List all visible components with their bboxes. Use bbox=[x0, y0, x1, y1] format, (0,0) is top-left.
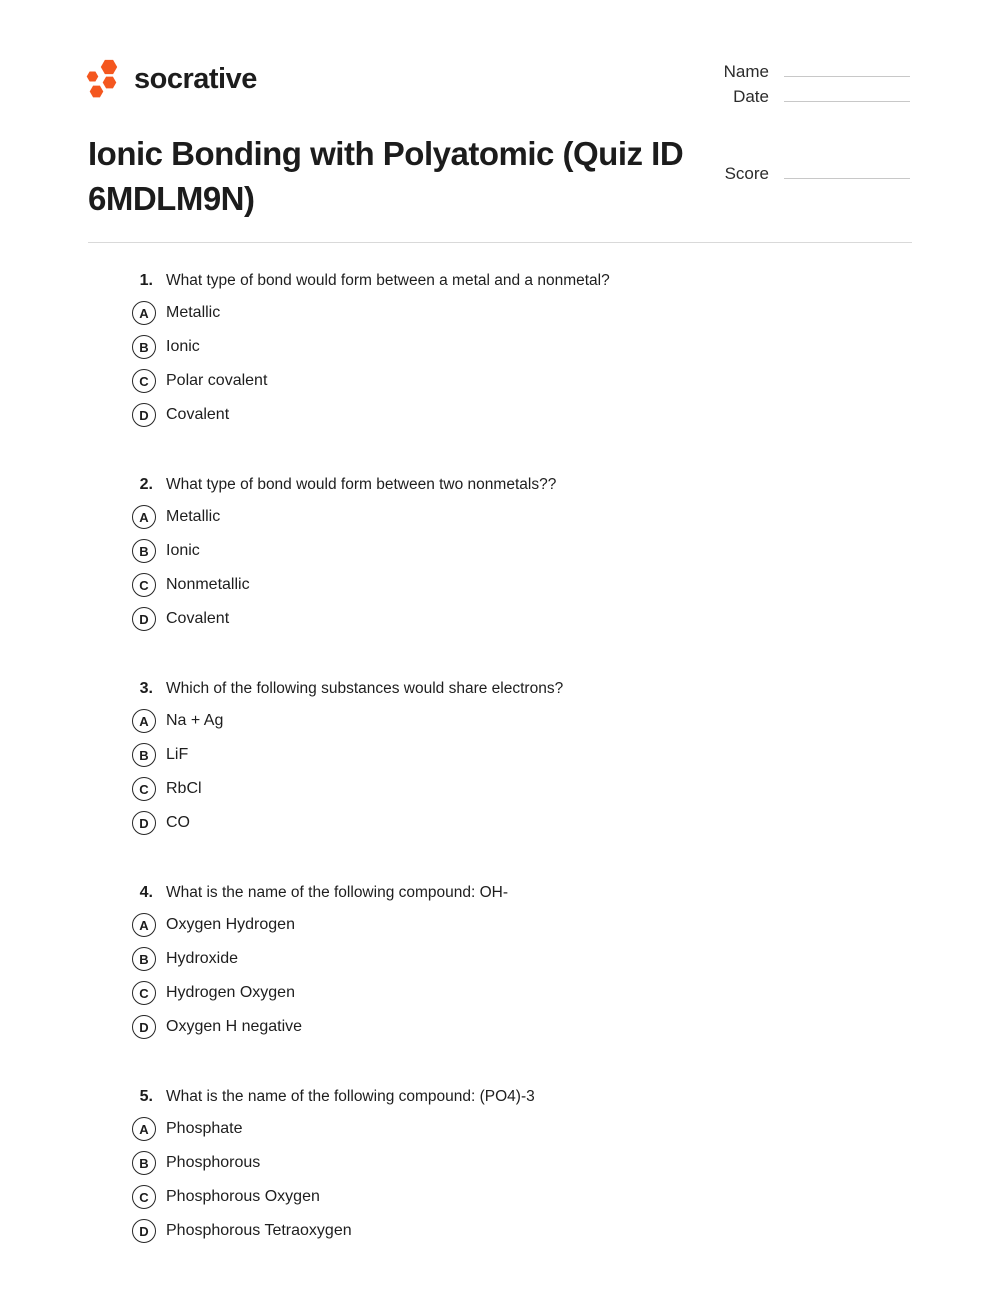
option-d bbox=[132, 811, 892, 835]
option-b bbox=[132, 1151, 892, 1175]
hexagon-icon bbox=[103, 77, 117, 89]
option-letter-badge bbox=[132, 369, 156, 393]
option-letter-badge bbox=[132, 743, 156, 767]
option-letter: D bbox=[139, 1019, 149, 1035]
option-b bbox=[132, 947, 892, 971]
option-letter: B bbox=[139, 339, 149, 355]
option-b bbox=[132, 743, 892, 767]
option-letter-badge bbox=[132, 573, 156, 597]
option-letter: C bbox=[139, 781, 149, 797]
option-text: Metallic bbox=[166, 304, 221, 321]
option-b bbox=[132, 335, 892, 359]
question-3 bbox=[132, 678, 892, 835]
question-1 bbox=[132, 270, 892, 427]
option-text: Phosphate bbox=[166, 1120, 243, 1137]
option-text: Na + Ag bbox=[166, 712, 224, 729]
date-field-row bbox=[733, 87, 910, 107]
option-letter-badge bbox=[132, 913, 156, 937]
option-a bbox=[132, 709, 892, 733]
question-text: What type of bond would form between two nonmetals?? bbox=[166, 476, 557, 493]
question-text: What is the name of the following compound: (PO4)-3 bbox=[166, 1088, 535, 1105]
option-d bbox=[132, 403, 892, 427]
option-text: Ionic bbox=[166, 542, 200, 559]
option-letter: B bbox=[139, 1155, 149, 1171]
option-text: RbCl bbox=[166, 780, 202, 797]
option-c bbox=[132, 573, 892, 597]
question-row bbox=[132, 882, 892, 903]
question-number: 3. bbox=[139, 680, 153, 697]
question-2 bbox=[132, 474, 892, 631]
score-field-row bbox=[725, 164, 910, 184]
option-letter: B bbox=[139, 951, 149, 967]
option-text: Hydroxide bbox=[166, 950, 239, 967]
hexagon-icon bbox=[90, 86, 104, 98]
option-letter: D bbox=[139, 611, 149, 627]
option-a bbox=[132, 505, 892, 529]
option-text: Phosphorous Tetraoxygen bbox=[166, 1222, 352, 1239]
option-text: Hydrogen Oxygen bbox=[166, 984, 295, 1001]
option-text: Nonmetallic bbox=[166, 576, 250, 593]
option-c bbox=[132, 1185, 892, 1209]
header-fields bbox=[724, 62, 910, 107]
option-letter-badge bbox=[132, 777, 156, 801]
header-divider bbox=[88, 242, 912, 243]
option-letter-badge bbox=[132, 403, 156, 427]
question-number: 5. bbox=[139, 1088, 153, 1105]
option-letter-badge bbox=[132, 335, 156, 359]
option-letter: C bbox=[139, 577, 149, 593]
option-letter: C bbox=[139, 1189, 149, 1205]
option-letter: A bbox=[139, 713, 149, 729]
question-text: What is the name of the following compound: OH- bbox=[166, 884, 509, 901]
option-a bbox=[132, 301, 892, 325]
question-row bbox=[132, 270, 892, 291]
page-title: Ionic Bonding with Polyatomic (Quiz ID 6MDLM9N) bbox=[88, 135, 684, 217]
option-b bbox=[132, 539, 892, 563]
option-text: Oxygen H negative bbox=[166, 1018, 303, 1035]
option-letter-badge bbox=[132, 981, 156, 1005]
option-letter-badge bbox=[132, 947, 156, 971]
option-letter: B bbox=[139, 747, 149, 763]
option-letter-badge bbox=[132, 607, 156, 631]
option-letter: D bbox=[139, 407, 149, 423]
option-letter: A bbox=[139, 305, 149, 321]
option-letter-badge bbox=[132, 1185, 156, 1209]
option-text: Covalent bbox=[166, 610, 230, 627]
option-letter: C bbox=[139, 985, 149, 1001]
option-letter: A bbox=[139, 1121, 149, 1137]
option-d bbox=[132, 1219, 892, 1243]
name-label: Name bbox=[723, 62, 769, 81]
score-field bbox=[725, 164, 910, 184]
option-text: Oxygen Hydrogen bbox=[166, 916, 295, 933]
date-label: Date bbox=[733, 87, 769, 106]
question-5 bbox=[132, 1086, 892, 1243]
option-letter-badge bbox=[132, 301, 156, 325]
option-letter: A bbox=[139, 509, 149, 525]
option-text: Phosphorous Oxygen bbox=[166, 1188, 320, 1205]
option-d bbox=[132, 1015, 892, 1039]
option-a bbox=[132, 913, 892, 937]
question-row bbox=[132, 474, 892, 495]
question-4 bbox=[132, 882, 892, 1039]
option-letter-badge bbox=[132, 1219, 156, 1243]
question-number: 2. bbox=[139, 476, 153, 493]
option-letter: A bbox=[139, 917, 149, 933]
date-blank-line bbox=[784, 87, 910, 102]
question-list bbox=[132, 270, 892, 1290]
option-text: Ionic bbox=[166, 338, 200, 355]
option-d bbox=[132, 607, 892, 631]
option-text: Polar covalent bbox=[166, 372, 268, 389]
option-letter-badge bbox=[132, 505, 156, 529]
option-letter: D bbox=[139, 1223, 149, 1239]
socrative-logo bbox=[83, 57, 257, 101]
hexagon-cluster-icon bbox=[83, 57, 125, 101]
question-number: 1. bbox=[139, 272, 153, 289]
option-letter: D bbox=[139, 815, 149, 831]
option-letter-badge bbox=[132, 1015, 156, 1039]
option-text: CO bbox=[166, 814, 190, 831]
option-text: LiF bbox=[166, 746, 189, 763]
option-text: Phosphorous bbox=[166, 1154, 261, 1171]
option-text: Metallic bbox=[166, 508, 221, 525]
name-blank-line bbox=[784, 62, 910, 77]
option-letter-badge bbox=[132, 709, 156, 733]
option-letter-badge bbox=[132, 1151, 156, 1175]
question-number: 4. bbox=[139, 884, 153, 901]
question-row bbox=[132, 678, 892, 699]
option-letter-badge bbox=[132, 539, 156, 563]
hexagon-icon bbox=[101, 60, 117, 74]
question-text: Which of the following substances would share electrons? bbox=[166, 680, 564, 697]
option-letter: B bbox=[139, 543, 149, 559]
option-letter-badge bbox=[132, 811, 156, 835]
question-row bbox=[132, 1086, 892, 1107]
name-field-row bbox=[724, 62, 910, 82]
score-blank-line bbox=[784, 164, 910, 179]
option-c bbox=[132, 777, 892, 801]
question-text: What type of bond would form between a metal and a nonmetal? bbox=[166, 272, 610, 289]
option-text: Covalent bbox=[166, 406, 230, 423]
option-letter: C bbox=[139, 373, 149, 389]
score-label: Score bbox=[724, 164, 769, 183]
brand-wordmark: socrative bbox=[134, 62, 257, 95]
option-letter-badge bbox=[132, 1117, 156, 1141]
hexagon-icon bbox=[87, 72, 99, 82]
option-c bbox=[132, 981, 892, 1005]
option-c bbox=[132, 369, 892, 393]
option-a bbox=[132, 1117, 892, 1141]
